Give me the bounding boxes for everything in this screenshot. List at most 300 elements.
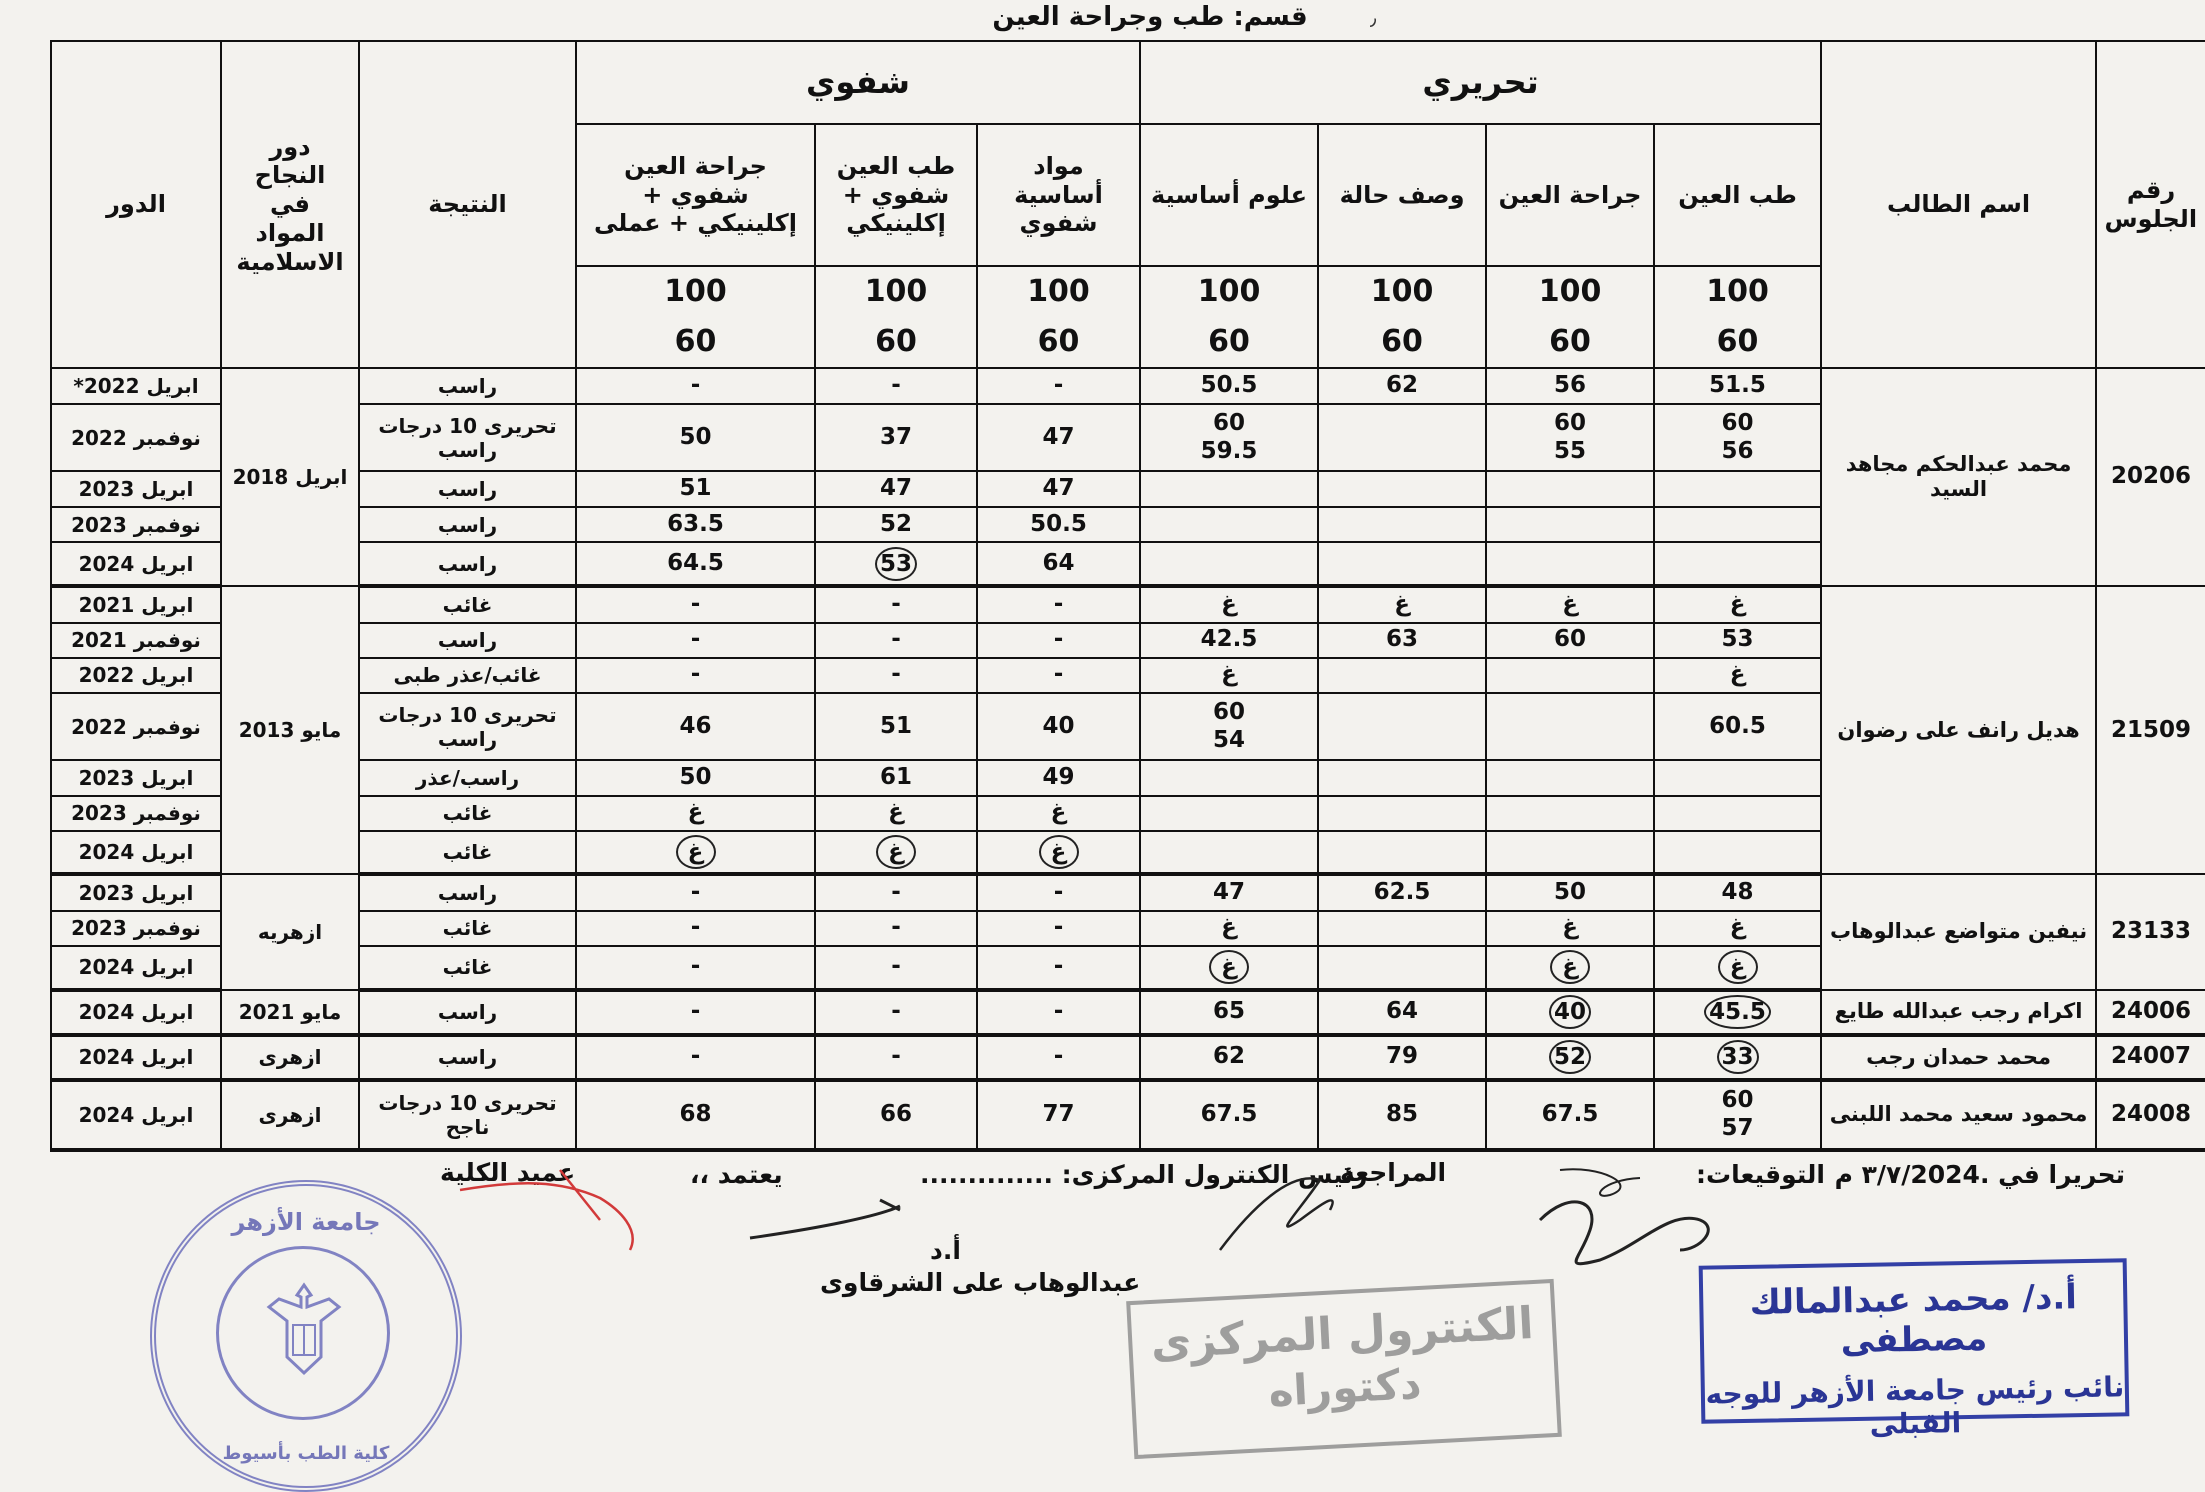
max-score: 100 (1486, 266, 1654, 317)
score-cell (1140, 542, 1318, 586)
score-cell (1318, 831, 1486, 875)
score-cell-value: 60 55 (1554, 409, 1587, 464)
round-cell-value: ابريل 2024 (78, 955, 194, 980)
score-cell (1140, 760, 1318, 795)
score-cell-value: 61 (879, 764, 912, 791)
blue-stamp-line1: أ.د/ محمد عبدالمالك مصطفى (1749, 1277, 2078, 1362)
score-cell-value: 40 (1549, 995, 1591, 1029)
max-score: 100 (977, 266, 1140, 317)
round-cell (51, 946, 221, 990)
score-cell-value: 52 (879, 510, 912, 537)
round-cell (51, 542, 221, 586)
score-cell (1318, 911, 1486, 946)
result-cell (359, 471, 576, 507)
seat-number-cell (2096, 368, 2205, 586)
round-cell (51, 760, 221, 795)
score-cell-value: 47 (879, 475, 912, 502)
score-cell (1654, 911, 1821, 946)
max-score: 100 (1654, 266, 1821, 317)
islamic-pass-cell (221, 1035, 359, 1080)
result-cell (359, 760, 576, 795)
min-score: 60 (977, 317, 1140, 368)
score-cell (576, 542, 815, 586)
round-cell (51, 693, 221, 761)
score-cell-value: 51.5 (1709, 372, 1766, 399)
round-cell (51, 586, 221, 622)
result-cell-value: غائب (442, 840, 493, 865)
dean-signature (1540, 1202, 1708, 1264)
round-cell (51, 658, 221, 693)
score-cell (815, 404, 977, 472)
student-name-cell-value: محمود سعيد محمد اللبنى (1829, 1102, 2088, 1127)
score-cell-value: غ (1039, 835, 1079, 869)
result-cell (359, 542, 576, 586)
tick-mark: ٫ (1370, 6, 1377, 30)
result-cell-value: راسب (437, 512, 498, 537)
header-oral: شفوي (576, 41, 1140, 124)
score-cell-value: - (891, 626, 901, 653)
score-cell (1318, 760, 1486, 795)
score-cell-value: - (891, 591, 901, 618)
score-cell (1140, 1080, 1318, 1150)
min-score: 60 (1318, 317, 1486, 368)
score-cell-value: 62 (1213, 1043, 1246, 1070)
table-row (51, 874, 2205, 910)
score-cell-value: - (690, 661, 701, 688)
result-cell-value: تحريرى 10 درجات راسب (378, 413, 557, 462)
score-cell (815, 542, 977, 586)
score-cell-value: - (891, 1043, 901, 1070)
score-cell-value: 67.5 (1541, 1101, 1599, 1128)
header-student-name: اسم الطالب (1821, 41, 2096, 368)
score-cell (1486, 1035, 1654, 1080)
score-cell (977, 404, 1140, 472)
round-cell-value: نوفمبر 2023 (71, 801, 201, 826)
score-cell (1486, 542, 1654, 586)
blue-stamp-line2: نائب رئيس جامعة الأزهر للوجه القبلى (1705, 1370, 2125, 1441)
islamic-pass-cell (221, 586, 359, 874)
score-cell-value: - (1053, 1043, 1064, 1070)
score-cell-value: غ (687, 799, 704, 826)
round-cell-value: ابريل 2023 (78, 881, 194, 906)
score-cell-value: 50.5 (1200, 372, 1258, 399)
score-cell (815, 368, 977, 404)
score-cell-value: 53 (1721, 626, 1754, 653)
score-cell (1140, 623, 1318, 658)
score-cell-value: 50 (679, 764, 712, 791)
score-cell (1486, 404, 1654, 472)
islamic-pass-cell (221, 990, 359, 1035)
score-cell-value: 40 (1042, 712, 1075, 739)
score-cell (977, 1080, 1140, 1150)
red-signature (460, 1170, 633, 1250)
round-cell-value: نوفمبر 2021 (71, 628, 201, 653)
round-cell-value: نوفمبر 2022 (71, 425, 201, 450)
seal-top-text: جامعة الأزهر (231, 1208, 381, 1236)
score-cell-value: 64.5 (667, 550, 724, 577)
islamic-pass-cell-value: مايو 2013 (238, 718, 342, 743)
control-signature (750, 1200, 900, 1238)
table-row (51, 586, 2205, 622)
result-cell-value: غائب/عذر طبى (393, 663, 542, 688)
score-cell (815, 946, 977, 990)
score-cell-value: 50 (1554, 879, 1587, 906)
student-name-cell (1821, 990, 2096, 1035)
max-score: 100 (1318, 266, 1486, 317)
result-cell-value: راسب (437, 881, 498, 906)
score-cell-value: 79 (1386, 1043, 1419, 1070)
score-cell-value: - (690, 953, 701, 980)
islamic-pass-cell (221, 1080, 359, 1150)
round-cell-value: نوفمبر 2023 (71, 512, 201, 537)
score-cell-value: 48 (1721, 879, 1754, 906)
score-cell-value: 37 (879, 423, 912, 450)
seat-number-cell (2096, 990, 2205, 1035)
score-cell-value: غ (1729, 914, 1746, 941)
score-cell (815, 1080, 977, 1150)
score-cell (1318, 874, 1486, 910)
score-cell-value: 47 (1042, 475, 1075, 502)
result-cell (359, 1080, 576, 1150)
result-cell (359, 368, 576, 404)
review-signature (1220, 1178, 1333, 1250)
score-cell (1318, 658, 1486, 693)
score-cell (1654, 586, 1821, 622)
score-cell-value: - (690, 914, 701, 941)
islamic-pass-cell-value: مايو 2021 (238, 999, 342, 1024)
round-cell (51, 404, 221, 472)
score-cell (977, 796, 1140, 831)
score-cell (1486, 874, 1654, 910)
score-cell (1140, 1035, 1318, 1080)
result-cell (359, 586, 576, 622)
round-cell (51, 911, 221, 946)
seat-number-cell-value: 24007 (2111, 1043, 2192, 1070)
student-name-cell-value: نيفين متواضع عبدالوهاب (1830, 919, 2088, 944)
score-cell (1486, 658, 1654, 693)
department-title: قسم: طب وجراحة العين (992, 2, 1308, 32)
score-cell (815, 911, 977, 946)
result-cell-value: غائب (442, 916, 493, 941)
score-cell-value: 49 (1042, 764, 1075, 791)
score-cell (1140, 586, 1318, 622)
header-written: تحريري (1140, 41, 1821, 124)
score-cell (1140, 404, 1318, 472)
score-cell (1654, 760, 1821, 795)
score-cell-value: 60 59.5 (1200, 409, 1258, 464)
round-cell (51, 1080, 221, 1150)
score-cell (1654, 542, 1821, 586)
header-round: الدور (51, 41, 221, 368)
score-cell-value: - (1053, 953, 1064, 980)
score-cell-value: 64 (1386, 998, 1419, 1025)
student-name-cell-value: محمد حمدان رجب (1866, 1044, 2051, 1069)
round-cell-value: ابريل 2022* (73, 373, 199, 398)
score-cell-value: غ (1729, 591, 1746, 618)
score-cell (1318, 507, 1486, 543)
score-cell (1318, 368, 1486, 404)
score-cell (977, 760, 1140, 795)
round-cell (51, 831, 221, 875)
min-score: 60 (1140, 317, 1318, 368)
score-cell (815, 471, 977, 507)
result-cell-value: راسب (437, 373, 498, 398)
score-cell-value: غ (1729, 661, 1746, 688)
score-cell (977, 658, 1140, 693)
table-row (51, 990, 2205, 1035)
score-cell (1140, 990, 1318, 1035)
result-cell (359, 831, 576, 875)
score-cell (1486, 796, 1654, 831)
footer-dean: عميد الكلية (440, 1158, 576, 1187)
footer-approved: يعتمد ،، (690, 1160, 783, 1189)
min-score: 60 (1486, 317, 1654, 368)
score-cell (977, 542, 1140, 586)
score-cell (576, 1080, 815, 1150)
score-cell (1654, 1080, 1821, 1150)
score-cell (1486, 831, 1654, 875)
score-cell-value: 45.5 (1704, 995, 1771, 1029)
student-name-cell (1821, 368, 2096, 586)
result-cell-value: تحريرى 10 درجات ناجح (378, 1090, 557, 1139)
score-cell-value: - (1053, 998, 1064, 1025)
score-cell-value: غ (1550, 950, 1590, 984)
header-written-subject: جراحة العين (1486, 124, 1654, 266)
score-cell-value: غ (876, 835, 916, 869)
score-cell (576, 874, 815, 910)
score-cell (1318, 1080, 1486, 1150)
islamic-pass-cell-value: ازهرى (258, 1045, 322, 1070)
score-cell-value: 56 (1554, 372, 1587, 399)
score-cell (1486, 1080, 1654, 1150)
footer-signatures-label: التوقيعات: (1695, 1160, 1825, 1189)
header-written-subject: علوم أساسية (1140, 124, 1318, 266)
score-cell (815, 760, 977, 795)
grades-table (50, 40, 2205, 1152)
score-cell-value: 53 (875, 547, 917, 581)
footer-professor-name: عبدالوهاب على الشرقاوى (820, 1268, 1141, 1297)
score-cell (576, 990, 815, 1035)
score-cell-value: - (1053, 661, 1064, 688)
score-cell-value: - (690, 879, 701, 906)
student-name-cell (1821, 586, 2096, 874)
score-cell (815, 1035, 977, 1080)
score-cell-value: غ (1221, 914, 1237, 941)
round-cell (51, 990, 221, 1035)
islamic-pass-cell (221, 368, 359, 586)
score-cell (576, 1035, 815, 1080)
score-cell (1318, 586, 1486, 622)
score-cell (1486, 911, 1654, 946)
round-cell-value: ابريل 2021 (78, 592, 194, 617)
score-cell-value: 67.5 (1200, 1101, 1258, 1128)
round-cell-value: ابريل 2024 (78, 1045, 194, 1070)
score-cell-value: - (690, 998, 701, 1025)
student-name-cell-value: محمد عبدالحكم مجاهد السيد (1845, 452, 2072, 502)
score-cell (1654, 368, 1821, 404)
score-cell-value: - (690, 626, 701, 653)
score-cell (977, 831, 1140, 875)
score-cell-value: 63.5 (667, 510, 724, 537)
score-cell-value: - (690, 1043, 701, 1070)
score-cell (1654, 946, 1821, 990)
score-cell-value: غ (1221, 591, 1237, 618)
score-cell (1318, 542, 1486, 586)
score-cell-value: - (891, 879, 901, 906)
score-cell (815, 693, 977, 761)
score-cell (1318, 623, 1486, 658)
score-cell-value: - (891, 998, 901, 1025)
score-cell (576, 404, 815, 472)
score-cell-value: - (690, 372, 701, 399)
score-cell (1140, 911, 1318, 946)
score-cell-value: 85 (1386, 1101, 1419, 1128)
score-cell (576, 760, 815, 795)
score-cell (1140, 471, 1318, 507)
score-cell-value: 51 (679, 475, 712, 502)
result-cell-value: راسب (437, 1045, 498, 1070)
seat-number-cell-value: 24008 (2111, 1101, 2192, 1128)
score-cell (1140, 831, 1318, 875)
result-cell-value: تحريرى 10 درجات راسب (378, 702, 557, 751)
score-cell (1140, 507, 1318, 543)
result-cell (359, 1035, 576, 1080)
result-cell (359, 507, 576, 543)
round-cell-value: ابريل 2023 (78, 477, 194, 502)
score-cell-value: غ (1562, 591, 1578, 618)
score-cell (576, 693, 815, 761)
result-cell (359, 658, 576, 693)
score-cell (1140, 946, 1318, 990)
score-cell (977, 946, 1140, 990)
score-cell (1140, 874, 1318, 910)
score-cell-value: - (690, 591, 701, 618)
score-cell (1140, 796, 1318, 831)
score-cell (815, 990, 977, 1035)
round-cell (51, 507, 221, 543)
score-cell (1486, 586, 1654, 622)
score-cell-value: - (891, 953, 901, 980)
islamic-pass-cell (221, 874, 359, 989)
score-cell (1654, 623, 1821, 658)
score-cell (1654, 507, 1821, 543)
footer-review: المراجعة (1340, 1158, 1447, 1187)
score-cell-value: غ (1394, 591, 1410, 618)
score-cell (576, 586, 815, 622)
result-cell-value: راسب/عذر (415, 766, 520, 790)
seal-bottom-text: كلية الطب بأسيوط (222, 1443, 390, 1464)
score-cell (576, 796, 815, 831)
score-cell (977, 368, 1140, 404)
score-cell-value: - (891, 914, 901, 941)
score-cell-value: 63 (1386, 626, 1419, 653)
score-cell-value: - (891, 661, 901, 688)
seat-number-cell-value: 21509 (2111, 716, 2192, 743)
score-cell (576, 911, 815, 946)
score-cell-value: - (1053, 914, 1064, 941)
round-cell-value: ابريل 2022 (78, 663, 194, 688)
score-cell-value: 60.5 (1709, 712, 1766, 739)
score-cell-value: 64 (1042, 550, 1075, 577)
score-cell-value: 66 (879, 1101, 912, 1128)
seat-number-cell-value: 23133 (2111, 918, 2192, 945)
score-cell (576, 831, 815, 875)
max-score: 100 (1140, 266, 1318, 317)
result-cell (359, 693, 576, 761)
score-cell (1486, 368, 1654, 404)
score-cell (977, 874, 1140, 910)
score-cell (977, 990, 1140, 1035)
round-cell (51, 874, 221, 910)
score-cell (1654, 404, 1821, 472)
result-cell (359, 946, 576, 990)
score-cell-value: 60 54 (1213, 698, 1246, 753)
score-cell (977, 507, 1140, 543)
header-written-subject: وصف حالة (1318, 124, 1486, 266)
header-oral-subject: مواد أساسية شفوي (977, 124, 1140, 266)
gray-stamp-line2: دكتوراه (1267, 1359, 1423, 1416)
score-cell-value: 42.5 (1200, 626, 1258, 653)
score-cell (1318, 471, 1486, 507)
score-cell-value: 47 (1213, 879, 1246, 906)
result-cell-value: غائب (442, 801, 493, 826)
min-score: 60 (1654, 317, 1821, 368)
header-written-subject: طب العين (1654, 124, 1821, 266)
score-cell (576, 368, 815, 404)
score-cell (576, 623, 815, 658)
table-row (51, 1080, 2205, 1150)
max-score: 100 (576, 266, 815, 317)
score-cell (1140, 658, 1318, 693)
score-cell (576, 507, 815, 543)
score-cell (1486, 693, 1654, 761)
score-cell (977, 911, 1140, 946)
score-cell-value: 52 (1549, 1040, 1591, 1074)
score-cell-value: 62.5 (1373, 879, 1431, 906)
score-cell (1486, 760, 1654, 795)
result-cell-value: غائب (442, 955, 493, 980)
score-cell (1486, 946, 1654, 990)
score-cell (1654, 658, 1821, 693)
score-cell (1654, 1035, 1821, 1080)
islamic-pass-cell-value: ازهرى (258, 1102, 322, 1127)
score-cell-value: 33 (1717, 1040, 1759, 1074)
score-cell-value: غ (888, 799, 904, 826)
score-cell (1486, 507, 1654, 543)
result-cell-value: غائب (442, 592, 493, 617)
round-cell-value: ابريل 2024 (78, 1102, 194, 1127)
score-cell (1654, 990, 1821, 1035)
score-cell-value: 77 (1042, 1101, 1075, 1128)
score-cell-value: 62 (1386, 372, 1419, 399)
score-cell (815, 586, 977, 622)
score-cell (1318, 404, 1486, 472)
max-score: 100 (815, 266, 977, 317)
min-score: 60 (815, 317, 977, 368)
result-cell (359, 404, 576, 472)
score-cell-value: 47 (1042, 423, 1075, 450)
round-cell-value: نوفمبر 2022 (71, 714, 201, 739)
score-cell-value: 60 57 (1721, 1087, 1754, 1141)
score-cell-value: 46 (679, 712, 712, 739)
result-cell-value: راسب (437, 477, 498, 502)
round-cell-value: نوفمبر 2023 (71, 916, 201, 941)
score-cell (815, 623, 977, 658)
score-cell (576, 946, 815, 990)
score-cell (1654, 831, 1821, 875)
round-cell (51, 471, 221, 507)
result-cell (359, 796, 576, 831)
